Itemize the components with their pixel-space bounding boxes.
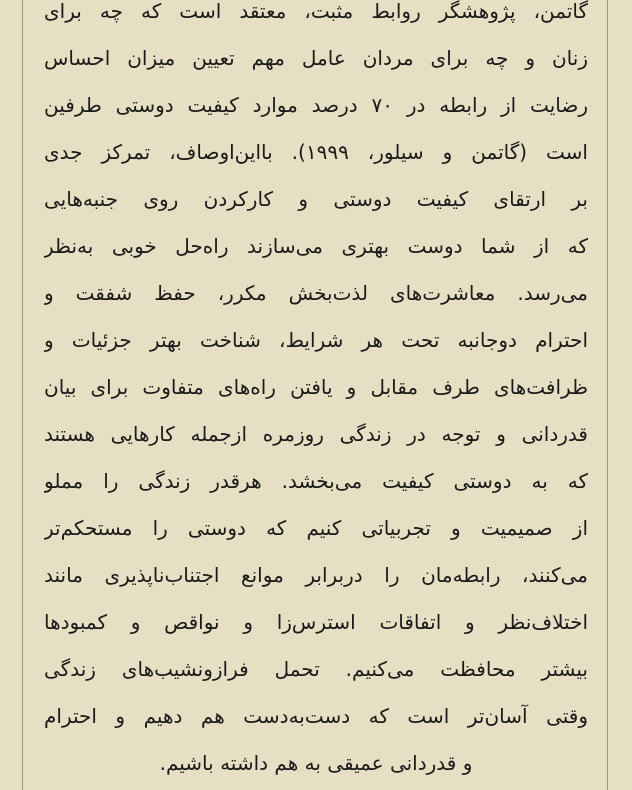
text-line: وقتی آسان‌تر است که دست‌به‌دست هم دهیم و احترام <box>44 704 588 728</box>
text-line: زنان و چه برای مردان عامل مهم تعیین میزان احساس <box>44 46 588 70</box>
text-line: قدردانی و توجه در زندگی روزمره ازجمله کارهایی هستند <box>44 422 588 446</box>
text-line: احترام دوجانبه تحت هر شرایط، شناخت بهتر جزئیات و <box>44 328 588 352</box>
text-line: گاتمن، پژوهشگر روابط مثبت، معتقد است که چه برای <box>44 0 588 23</box>
text-line: که به دوستی کیفیت می‌بخشد. هرقدر زندگی را مملو <box>44 469 588 493</box>
text-line-last: و قدردانی عمیقی به هم داشته باشیم. <box>159 751 473 775</box>
text-line: است (گاتمن و سیلور، ۱۹۹۹). بااین‌اوصاف، تمرکز جدی <box>44 140 588 164</box>
text-line: بیشتر محافظت می‌کنیم. تحمل فرازونشیب‌های زندگی <box>44 657 588 681</box>
text-line: اختلاف‌نظر و اتفاقات استرس‌زا و نواقص و کمبودها <box>44 610 588 634</box>
body-paragraph <box>44 0 588 787</box>
text-line: از صمیمیت و تجربیاتی کنیم که دوستی را مستحکم‌تر <box>44 516 588 540</box>
text-line: می‌رسد. معاشرت‌های لذت‌بخش مکرر، حفظ شفقت و <box>44 281 588 305</box>
text-line: که از شما دوست بهتری می‌سازند راه‌حل خوبی به‌نظر <box>44 234 588 258</box>
text-line: ظرافت‌های طرف مقابل و یافتن راه‌های متفاوت برای بیان <box>44 375 588 399</box>
text-line: می‌کنند، رابطه‌مان را دربرابر موانع اجتناب‌ناپذیری مانند <box>44 563 588 587</box>
text-line: رضایت از رابطه در ۷۰ درصد موارد کیفیت دوستی طرفین <box>44 93 588 117</box>
text-line: بر ارتقای کیفیت دوستی و کارکردن روی جنبه‌هایی <box>44 187 588 211</box>
